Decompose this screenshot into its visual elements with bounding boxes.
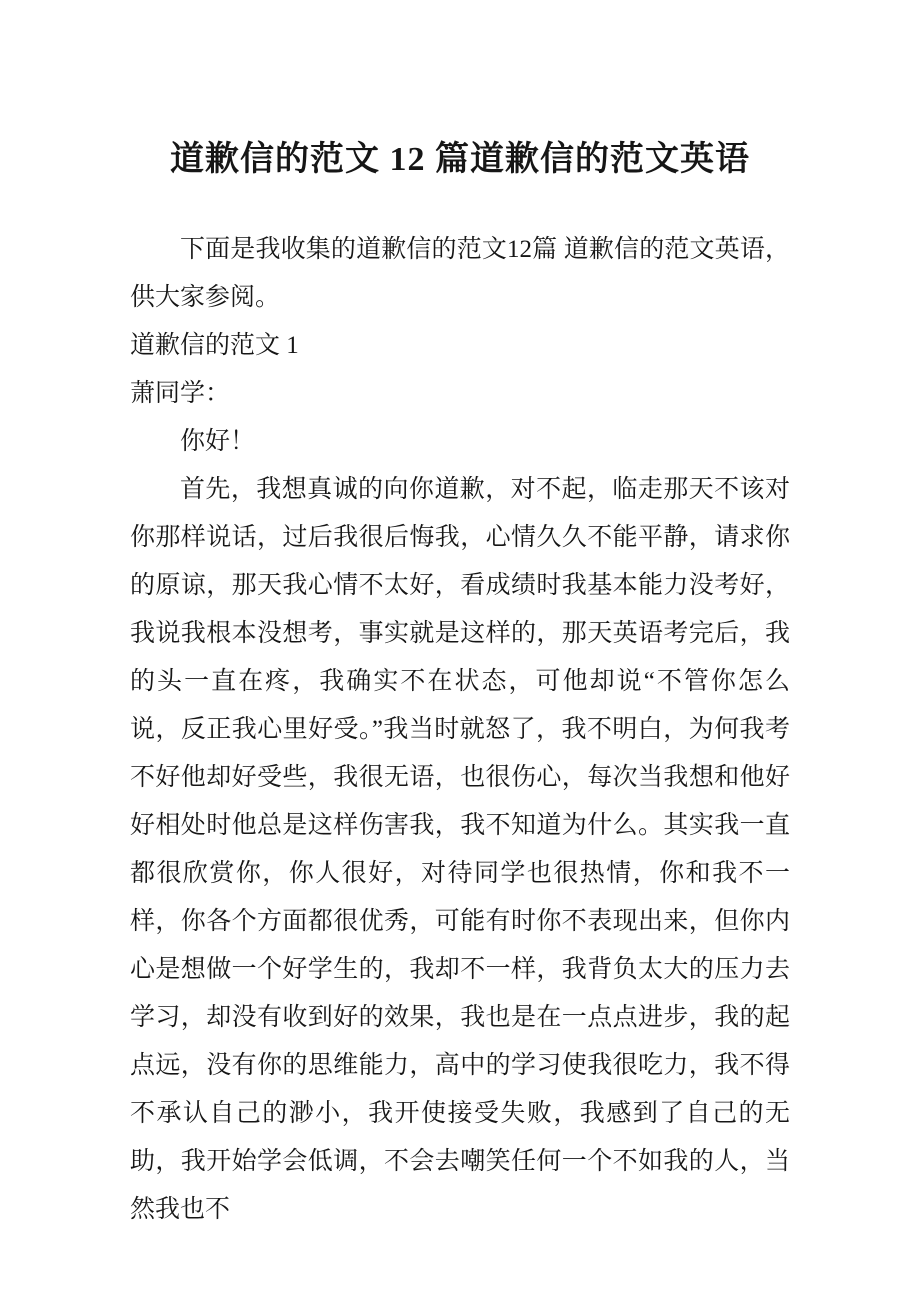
- letter-salutation: 萧同学：: [130, 380, 231, 407]
- document-title: 道歉信的范文 12 篇道歉信的范文英语: [170, 141, 750, 178]
- letter-number-heading: 道歉信的范文 1: [130, 332, 299, 359]
- letter-greeting: 你好！: [180, 428, 256, 455]
- letter-body-paragraph: 首先，我想真诚的向你道歉，对不起，临走那天不该对你那样说话，过后我很后悔我，心情久久不能平静，请求你的原谅，那天我心情不太好，看成绩时我基本能力没考好，我说我根本没想考，事实就是这样的，那天英语考完后，我的头一直在疼，我确实不在状态，可他却说“不管你怎么说，反正我心里好受。”我当时就怒了，我不明白，为何我考不好他却好受些，我很无语，也很伤心，每次当我想和他好好相处时他总是这样伤害我，我不知道为什么。其实我一直都很欣赏你，你人很好，对待同学也很热情，你和我不一样，你各个方面都很优秀，可能有时你不表现出来，但你内心是想做一个好学生的，我却不一样，我背负太大的压力去学习，却没有收到好的效果，我也是在一点点进步，我的起点远，没有你的思维能力，高中的学习使我很吃力，我不得不承认自己的渺小，我开使接受失败，我感到了自己的无助，我开始学会低调，不会去嘲笑任何一个不如我的人，当然我也不: [130, 476, 790, 1223]
- intro-paragraph: 下面是我收集的道歉信的范文12篇 道歉信的范文英语，供大家参阅。: [130, 236, 790, 311]
